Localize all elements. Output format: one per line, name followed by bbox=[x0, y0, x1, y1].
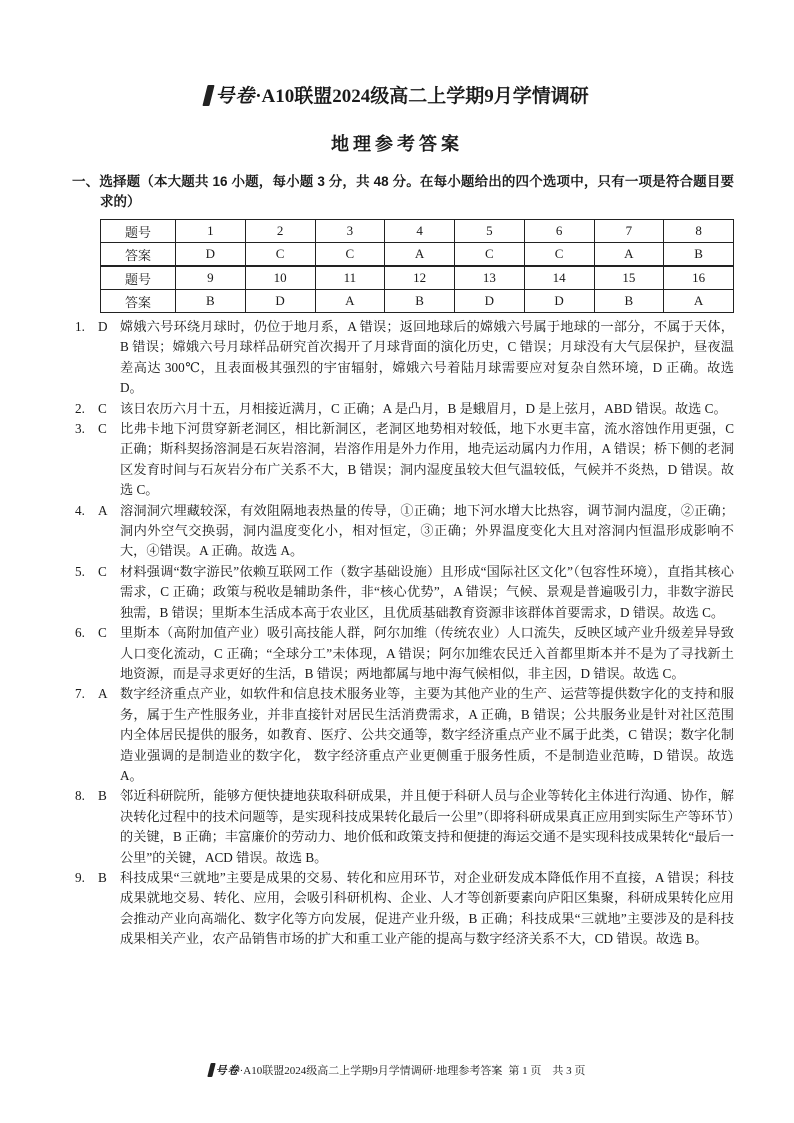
table-row bbox=[101, 243, 734, 267]
table-cell: A bbox=[664, 290, 734, 313]
answer-letter: C bbox=[98, 421, 107, 437]
question-number: 5. bbox=[75, 563, 85, 579]
footer-title: ·A10联盟2024级高二上学期9月学情调研·地理参考答案 bbox=[239, 1065, 503, 1077]
exam-brand-stroke-icon bbox=[207, 1063, 215, 1077]
table-cell: B bbox=[664, 243, 734, 267]
exam-brand-stroke-icon bbox=[203, 85, 215, 106]
answer-letter: D bbox=[98, 319, 108, 334]
table-cell: 4 bbox=[385, 220, 455, 243]
explanation-item bbox=[60, 684, 734, 786]
page-header bbox=[60, 84, 734, 110]
row-label: 答案 bbox=[101, 290, 176, 313]
table-cell: C bbox=[315, 243, 385, 267]
question-number: 2. bbox=[75, 400, 85, 416]
table-row bbox=[101, 220, 734, 243]
question-number: 4. bbox=[75, 502, 85, 518]
explanation-item bbox=[60, 786, 734, 868]
table-cell: 2 bbox=[245, 220, 315, 243]
answer-letter: B bbox=[98, 869, 107, 885]
explanation-text: 里斯本（高附加值产业）吸引高技能人群，阿尔加维（传统农业）人口流失，反映区域产业升级差异导致人口变化流动，C 正确；“全球分工”未体现，A 错误；阿尔加维农民迁入首都里斯本并不是为了寻找新土地资源，而是寻求更好的生活，B 错误；两地都属与地中海气候相似，非主因，D 错误。故选 C。 bbox=[120, 625, 734, 681]
table-cell: 5 bbox=[455, 220, 525, 243]
table-cell: A bbox=[594, 243, 664, 267]
table-cell: B bbox=[176, 290, 246, 313]
table-cell: D bbox=[524, 290, 594, 313]
explanation-text: 邻近科研院所，能够方便快捷地获取科研成果，并且便于科研人员与企业等转化主体进行沟通、协作，解决转化过程中的技术问题等，是实现科技成果转化最后一公里”（即将科研成果真正应用到实际生产等环节）的关键，B 正确；丰富廉价的劳动力、地价低和政策支持和便捷的海运交通不是实现科技成果转化“最后一公里”的关键，ACD 错误。故选 B。 bbox=[120, 788, 734, 865]
question-number: 3. bbox=[75, 421, 85, 437]
table-cell: B bbox=[594, 290, 664, 313]
table-cell: 14 bbox=[524, 266, 594, 290]
table-row bbox=[101, 266, 734, 290]
explanation-item bbox=[60, 501, 734, 562]
explanation-item bbox=[60, 562, 734, 623]
answer-letter: C bbox=[98, 400, 107, 416]
table-cell: D bbox=[176, 243, 246, 267]
explanation-item bbox=[60, 868, 734, 950]
table-cell: C bbox=[245, 243, 315, 267]
explanation-item bbox=[60, 317, 734, 399]
table-cell: 8 bbox=[664, 220, 734, 243]
table-cell: 13 bbox=[455, 266, 525, 290]
explanation-text: 科技成果“三就地”主要是成果的交易、转化和应用环节，对企业研发成本降低作用不直接，A 错误；科技成果就地交易、转化、应用，会吸引科研机构、企业、人才等创新要素向庐阳区集聚，科研成果转化应用会推动产业向高端化、数字化等方向发展，促进产业升级，B 正确；科技成果“三就地”主要涉及的是科技成果相关产业，农产品销售市场的扩大和重工业产能的提高与数字经济关系不大，CD 错误。故选 B。 bbox=[120, 869, 734, 947]
question-number: 8. bbox=[75, 788, 85, 804]
answer-letter: C bbox=[98, 625, 107, 641]
table-cell: 15 bbox=[594, 266, 664, 290]
explanation-text: 数字经济重点产业，如软件和信息技术服务业等，主要为其他产业的生产、运营等提供数字化的支持和服务，属于生产性服务业，并非直接针对居民生活消费需求，A 正确，B 错误；公共服务业是针对社区范围内全体居民提供的服务，如教育、医疗、公共交通等，数字经济重点产业不属于此类，C 错误；数字化制造业强调的是制造业的数字化， 数字经济重点产业更侧重于服务性质，不是制造业范畴，D 错误。故选 A。 bbox=[120, 686, 734, 783]
table-cell: B bbox=[385, 290, 455, 313]
explanation-text: 该日农历六月十五，月相接近满月，C 正确；A 是凸月，B 是蛾眉月，D 是上弦月，ABD 错误。故选 C。 bbox=[120, 400, 727, 416]
table-row bbox=[101, 290, 734, 313]
answer-letter: B bbox=[98, 788, 107, 804]
explanation-item bbox=[60, 399, 734, 419]
table-cell: 11 bbox=[315, 266, 385, 290]
page-footer bbox=[0, 1063, 794, 1079]
explanation-text: 嫦娥六号环绕月球时，仍位于地月系，A 错误；返回地球后的嫦娥六号属于地球的一部分，不属于天体，B 错误；嫦娥六号月球样品研究首次揭开了月球背面的演化历史，C 错误；月球没有大气层保护，昼夜温差高达 300℃，且表面极其强烈的宇宙辐射，嫦娥六号着陆月球需要应对复杂自然环境，D 正确。故选 D。 bbox=[120, 319, 734, 396]
exam-brand-name: 号卷 bbox=[215, 86, 256, 107]
table-cell: 6 bbox=[524, 220, 594, 243]
table-cell: D bbox=[245, 290, 315, 313]
table-cell: 3 bbox=[315, 220, 385, 243]
table-cell: A bbox=[385, 243, 455, 267]
explanation-text: 材料强调“数字游民”依赖互联网工作（数字基础设施）且形成“国际社区文化”（包容性环境），直指其核心需求，C 正确；政策与税收是辅助条件，非“核心优势”，A 错误；气候、景观是普遍吸引力，非数字游民独需，B 错误；里斯本生活成本高于农业区，且优质基础教育资源非该群体首要需求，D 错误。故选 C。 bbox=[120, 563, 734, 620]
answer-letter: C bbox=[98, 563, 107, 579]
page-number: 第 1 页 共 3 页 bbox=[508, 1065, 586, 1077]
table-cell: 9 bbox=[176, 266, 246, 290]
page-title: 地理参考答案 bbox=[331, 134, 463, 154]
question-number: 9. bbox=[75, 869, 85, 885]
exam-title: ·A10联盟2024级高二上学期9月学情调研 bbox=[255, 86, 589, 107]
table-cell: A bbox=[315, 290, 385, 313]
table-cell: C bbox=[455, 243, 525, 267]
row-label: 题号 bbox=[101, 220, 176, 243]
table-cell: 10 bbox=[245, 266, 315, 290]
answer-key-table bbox=[100, 219, 734, 313]
table-cell: 12 bbox=[385, 266, 455, 290]
answer-letter: A bbox=[98, 502, 108, 518]
explanation-item bbox=[60, 623, 734, 684]
explanation-list bbox=[60, 317, 734, 950]
question-number: 6. bbox=[75, 625, 85, 641]
question-number: 1. bbox=[75, 319, 85, 334]
row-label: 题号 bbox=[101, 266, 176, 290]
table-cell: 7 bbox=[594, 220, 664, 243]
table-cell: C bbox=[524, 243, 594, 267]
table-cell: 1 bbox=[176, 220, 246, 243]
table-cell: D bbox=[455, 290, 525, 313]
explanation-item bbox=[60, 419, 734, 501]
explanation-text: 比弗卡地下河贯穿新老洞区，相比新洞区，老洞区地势相对较低，地下水更丰富，流水溶蚀作用更强，C 正确；斯科契扬溶洞是石灰岩溶洞，岩溶作用是外力作用，地壳运动属内力作用，A 错误；桥下侧的老洞区发育时间与石灰岩分布广关系不大，B 错误；洞内湿度虽较大但气温较低，气候并不炎热，D 错误。故选 C。 bbox=[120, 421, 734, 498]
section-one-intro: 一、选择题（本大题共 16 小题，每小题 3 分，共 48 分。在每小题给出的四个选项中，只有一项是符合题目要求的） bbox=[72, 174, 734, 209]
question-number: 7. bbox=[75, 686, 85, 702]
exam-brand-name: 号卷 bbox=[215, 1065, 240, 1077]
explanation-text: 溶洞洞穴埋藏较深，有效阻隔地表热量的传导，①正确；地下河水增大比热容，调节洞内温度，②正确；洞内外空气交换弱，洞内温度变化小，相对恒定，③正确；外界温度变化大且对溶洞内恒温形成影响不大，④错误。A 正确。故选 A。 bbox=[120, 502, 734, 559]
answer-letter: A bbox=[98, 686, 108, 702]
table-cell: 16 bbox=[664, 266, 734, 290]
row-label: 答案 bbox=[101, 243, 176, 267]
